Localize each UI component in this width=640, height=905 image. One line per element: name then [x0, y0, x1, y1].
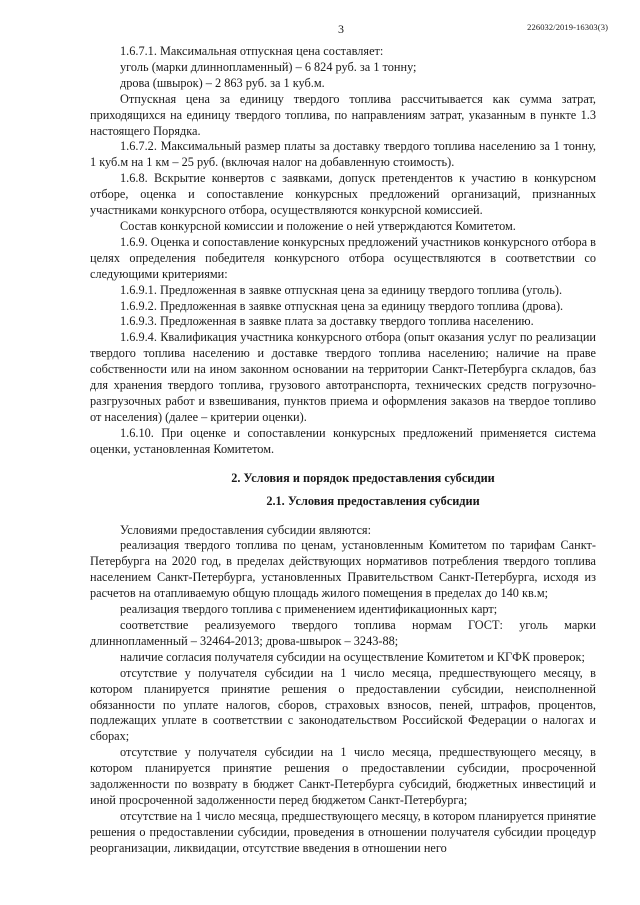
paragraph: дрова (швырок) – 2 863 руб. за 1 куб.м.	[120, 75, 325, 90]
paragraph: 1.6.7.1. Максимальная отпускная цена составляет:	[120, 44, 384, 58]
subsection-heading: 2.1. Условия предоставления субсидии	[266, 493, 480, 508]
section-heading: 2. Условия и порядок предоставления субсидии	[231, 470, 495, 485]
paragraph: реализация твердого топлива с применением идентификационных карт;	[120, 602, 498, 617]
paragraph: 1.6.7.2. Максимальный размер платы за доставку твердого топлива населению за 1 тонну, 1 куб.м на 1 км – 25 руб. (включая налог на добавленную стоимость).	[90, 139, 596, 170]
paragraph: 1.6.9.2. Предложенная в заявке отпускная цена за единицу твердого топлива (дрова).	[120, 298, 564, 313]
paragraph: 1.6.9.1. Предложенная в заявке отпускная цена за единицу твердого топлива (уголь).	[120, 282, 563, 297]
paragraph: наличие согласия получателя субсидии на осуществление Комитетом и КГФК проверок;	[120, 649, 585, 664]
paragraph: 1.6.9.4. Квалификация участника конкурсного отбора (опыт оказания услуг по реализации твердого топлива населению и доставке твердого топлива населению; наличие на праве собственности или на ином законном основании на территории Санкт-Петербурга складов, баз для хранения твердого топлива, грузового автотранспорта, технических средств погрузочно-разгрузочных работ и взвешивания, пунктов приема и оформления заказов на твердое топливо от населения) (далее – критерии оценки).	[90, 330, 596, 424]
paragraph: отсутствие на 1 число месяца, предшествующего месяцу, в котором планируется принятие решения о предоставлении субсидии, проведения в отношении получателя субсидии процедур реорганизации, ликвидации, отсутствие введения в отношении него	[90, 808, 596, 855]
paragraph: отсутствие у получателя субсидии на 1 число месяца, предшествующего месяцу, в котором планируется принятие решения о предоставлении субсидии, просроченной задолженности по возврату в бюджет Санкт-Петербурга субсидий, бюджетных инвестиций и иной просроченной задолженности перед бюджетом Санкт-Петербурга;	[90, 745, 596, 807]
paragraph: соответствие реализуемого твердого топлива нормам ГОСТ: уголь марки длиннопламенный – 32464-2013; дрова-швырок – 3243-88;	[90, 618, 596, 648]
page-header	[0, 18, 640, 38]
page-number: 3	[338, 22, 344, 36]
document-number: 226032/2019-16303(3)	[527, 22, 608, 32]
paragraph: Условиями предоставления субсидии являются:	[120, 522, 371, 537]
paragraph: 1.6.9.3. Предложенная в заявке плата за доставку твердого топлива населению.	[120, 314, 534, 329]
paragraph: отсутствие у получателя субсидии на 1 число месяца, предшествующего месяцу, в котором планируется принятие решения о предоставлении субсидии, неисполненной обязанности по уплате налогов, сборов, страховых взносов, пеней, штрафов, процентов, подлежащих уплате в соответствии с законодательством Российской Федерации о налогах и сборах;	[90, 665, 596, 744]
paragraph: 1.6.8. Вскрытие конвертов с заявками, допуск претендентов к участию в конкурсном отборе, оценка и сопоставление конкурсных предложений организаций, признанных участниками конкурсного отбора, осуществляются конкурсной комиссией.	[90, 171, 596, 218]
paragraph: уголь (марки длиннопламенный) – 6 824 руб. за 1 тонну;	[120, 59, 417, 74]
paragraph: реализация твердого топлива по ценам, установленным Комитетом по тарифам Санкт-Петербурга на 2020 год, в пределах действующих нормативов потребления твердого топлива населением Санкт-Петербурга, установленных Правительством Санкт-Петербурга, исходя из расчетов на отапливаемую общую площадь жилого помещения в пределах до 140 кв.м;	[90, 538, 596, 601]
paragraph: 1.6.9. Оценка и сопоставление конкурсных предложений участников конкурсного отбора в целях определения победителя конкурсного отбора осуществляются в соответствии со следующими критериями:	[90, 234, 596, 281]
paragraph: 1.6.10. При оценке и сопоставлении конкурсных предложений применяется система оценки, установленная Комитетом.	[90, 425, 596, 456]
paragraph: Состав конкурсной комиссии и положение о ней утверждаются Комитетом.	[120, 218, 516, 233]
paragraph: Отпускная цена за единицу твердого топлива рассчитывается как сумма затрат, приходящихся на единицу твердого топлива, по направлениям затрат, указанным в пункте 1.3 настоящего Порядка.	[90, 91, 596, 138]
document-body	[90, 44, 596, 857]
